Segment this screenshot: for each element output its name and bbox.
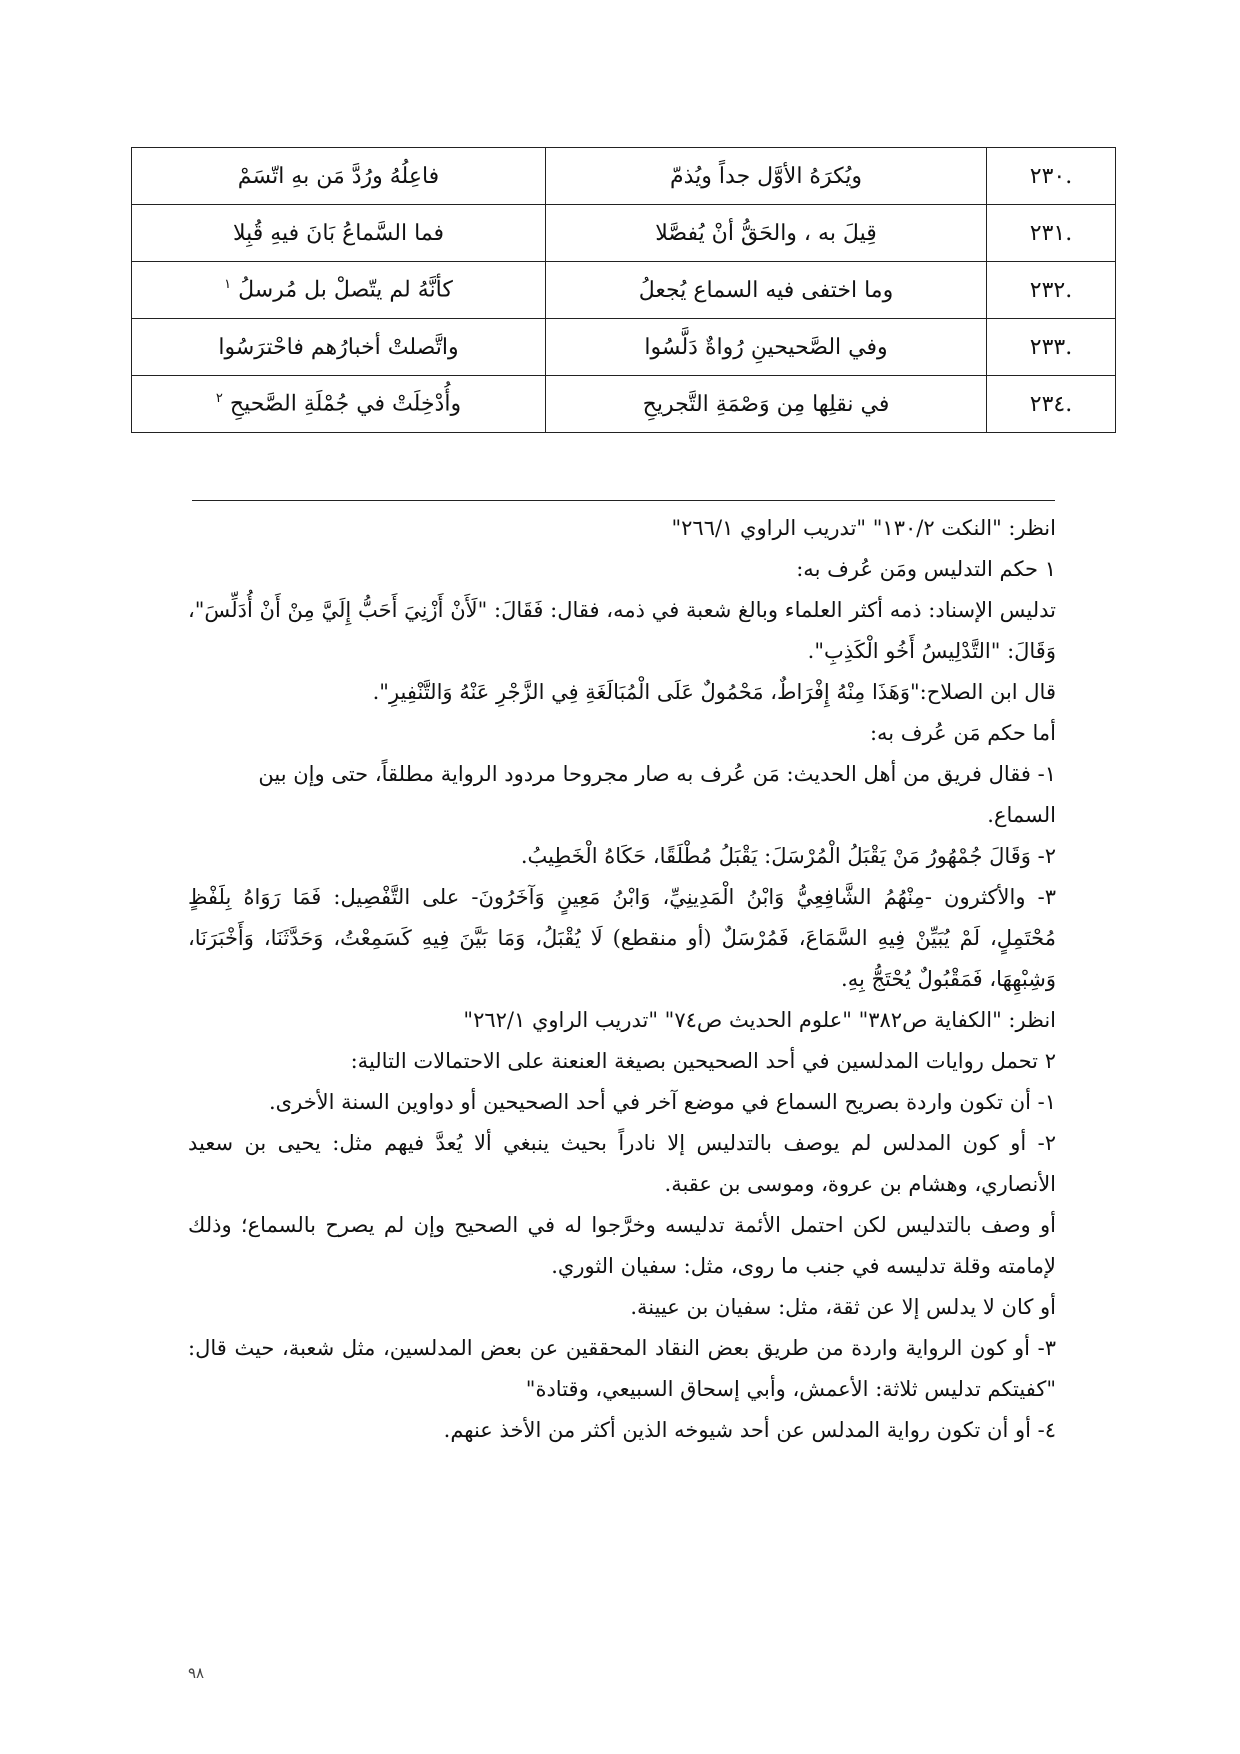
first-hemistich: في نقلِها مِن وَصْمَةِ التَّجريحِ [546, 376, 987, 433]
second-hemistich-text: فما السَّماعُ بَانَ فيهِ قُبِلا [232, 220, 445, 246]
first-hemistich: وما اختفى فيه السماع يُجعلُ [546, 262, 987, 319]
footnote-line: قال ابن الصلاح:"وَهَذَا مِنْهُ إِفْرَاطٌ، مَحْمُولٌ عَلَى الْمُبَالَغَةِ فِي الزَّجْرِ عَنْهُ وَالتَّنْفِيرِ". [372, 680, 1056, 704]
verse-number: .٢٣٣ [987, 319, 1116, 376]
first-hemistich: قِيلَ به ، والحَقُّ أنْ يُفصَّلا [546, 205, 987, 262]
page-number: ٩٨ [188, 1664, 205, 1682]
footnote-line: ٢- أو كون المدلس لم يوصف بالتدليس إلا نادراً بحيث ينبغي ألا يُعدَّ فيهم مثل: يحيى بن سعيد الأنصاري، وهشام بن عروة، وموسى بن عقبة. [188, 1131, 1056, 1196]
verse-number: .٢٣١ [987, 205, 1116, 262]
footnote-line: ٢- وَقَالَ جُمْهُورُ مَنْ يَقْبَلُ الْمُرْسَلَ: يَقْبَلُ مُطْلَقًا، حَكَاهُ الْخَطِيبُ. [520, 844, 1056, 868]
footnote-line: ١- فقال فريق من أهل الحديث: مَن عُرف به صار مجروحا مردود الرواية مطلقاً، حتى وإن بين السماع. [258, 762, 1056, 827]
verse-row [132, 262, 1116, 319]
footnote-line: ١- أن تكون واردة بصريح السماع في موضع آخر في أحد الصحيحين أو دواوين السنة الأخرى. [269, 1090, 1056, 1114]
footnote-line: أو وصف بالتدليس لكن احتمل الأئمة تدليسه وخرَّجوا له في الصحيح وإن لم يصرح بالسماع؛ وذلك لإمامته وقلة تدليسه في جنب ما روى، مثل: سفيان الثوري. [188, 1213, 1056, 1278]
verse-row [132, 205, 1116, 262]
footnote-line: ٢ تحمل روايات المدلسين في أحد الصحيحين بصيغة العنعنة على الاحتمالات التالية: [350, 1049, 1056, 1073]
second-hemistich [132, 376, 546, 433]
second-hemistich-text: واتَّصلتْ أخبارُهم فاحْترَسُوا [218, 334, 459, 360]
first-hemistich: وفي الصَّحيحينِ رُواةٌ دَلَّسُوا [546, 319, 987, 376]
second-hemistich-text: كأنَّهُ لم يتّصلْ بل مُرسلُ [238, 277, 453, 303]
footnote-separator [192, 500, 1055, 501]
footnote-line: ٣- والأكثرون -مِنْهُمُ الشَّافِعِيُّ وَابْنُ الْمَدِينِيِّ، وَابْنُ مَعِينٍ وَآخَرُونَ- على التَّفْصِيل: فَمَا رَوَاهُ بِلَفْظٍ مُحْتَمِلٍ، لَمْ يُبَيِّنْ فِيهِ السَّمَاعَ، فَمُرْسَلٌ (أو منقطع) لَا يُقْبَلُ، وَمَا بَيَّنَ فِيهِ كَسَمِعْتُ، وَحَدَّثَنَا، وَأَخْبَرَنَا، وَشِبْهِهَا، فَمَقْبُولٌ يُحْتَجُّ بِهِ. [188, 885, 1056, 991]
second-hemistich [132, 205, 546, 262]
footnote-line: أو كان لا يدلس إلا عن ثقة، مثل: سفيان بن عيينة. [630, 1295, 1056, 1319]
verse-number: .٢٣٠ [987, 148, 1116, 205]
verse-row [132, 148, 1116, 205]
footnote-marker[interactable]: ٢ [215, 391, 223, 407]
second-hemistich-text: فاعِلُهُ ورُدَّ مَن بهِ اتّسَمْ [237, 163, 440, 189]
verse-table [131, 147, 1116, 433]
verse-number: .٢٣٢ [987, 262, 1116, 319]
footnotes [188, 508, 1056, 1451]
footnote-line: انظر: "النكت ١٣٠/٢" "تدريب الراوي ٢٦٦/١" [671, 516, 1056, 540]
footnote-line: انظر: "الكفاية ص٣٨٢" "علوم الحديث ص٧٤" "تدريب الراوي ٢٦٢/١" [463, 1008, 1056, 1032]
footnote-line: أما حكم مَن عُرف به: [869, 721, 1056, 745]
second-hemistich [132, 319, 546, 376]
footnote-line: ٣- أو كون الرواية واردة من طريق بعض النقاد المحققين عن بعض المدلسين، مثل شعبة، حيث قال: "كفيتكم تدليس ثلاثة: الأعمش، وأبي إسحاق السبيعي، وقتادة" [188, 1336, 1056, 1401]
footnote-line: تدليس الإسناد: ذمه أكثر العلماء وبالغ شعبة في ذمه، فقال: فَقَالَ: "لَأَنْ أَزْنِيَ أَحَبُّ إِلَيَّ مِنْ أَنْ أُدَلِّسَ"، وَقَالَ: "التَّدْلِيسُ أَخُو الْكَذِبِ". [188, 598, 1056, 663]
first-hemistich: ويُكرَهُ الأوَّل جداً ويُذمّ [546, 148, 987, 205]
footnote-line: ١ حكم التدليس ومَن عُرف به: [796, 557, 1056, 581]
footnote-marker[interactable]: ١ [224, 277, 232, 293]
verse-row [132, 319, 1116, 376]
footnote-line: ٤- أو أن تكون رواية المدلس عن أحد شيوخه الذين أكثر من الأخذ عنهم. [443, 1418, 1056, 1442]
second-hemistich [132, 262, 546, 319]
verse-number: .٢٣٤ [987, 376, 1116, 433]
verse-row [132, 376, 1116, 433]
second-hemistich [132, 148, 546, 205]
second-hemistich-text: وأُدْخِلَتْ في جُمْلَةِ الصَّحيحِ [229, 391, 462, 417]
